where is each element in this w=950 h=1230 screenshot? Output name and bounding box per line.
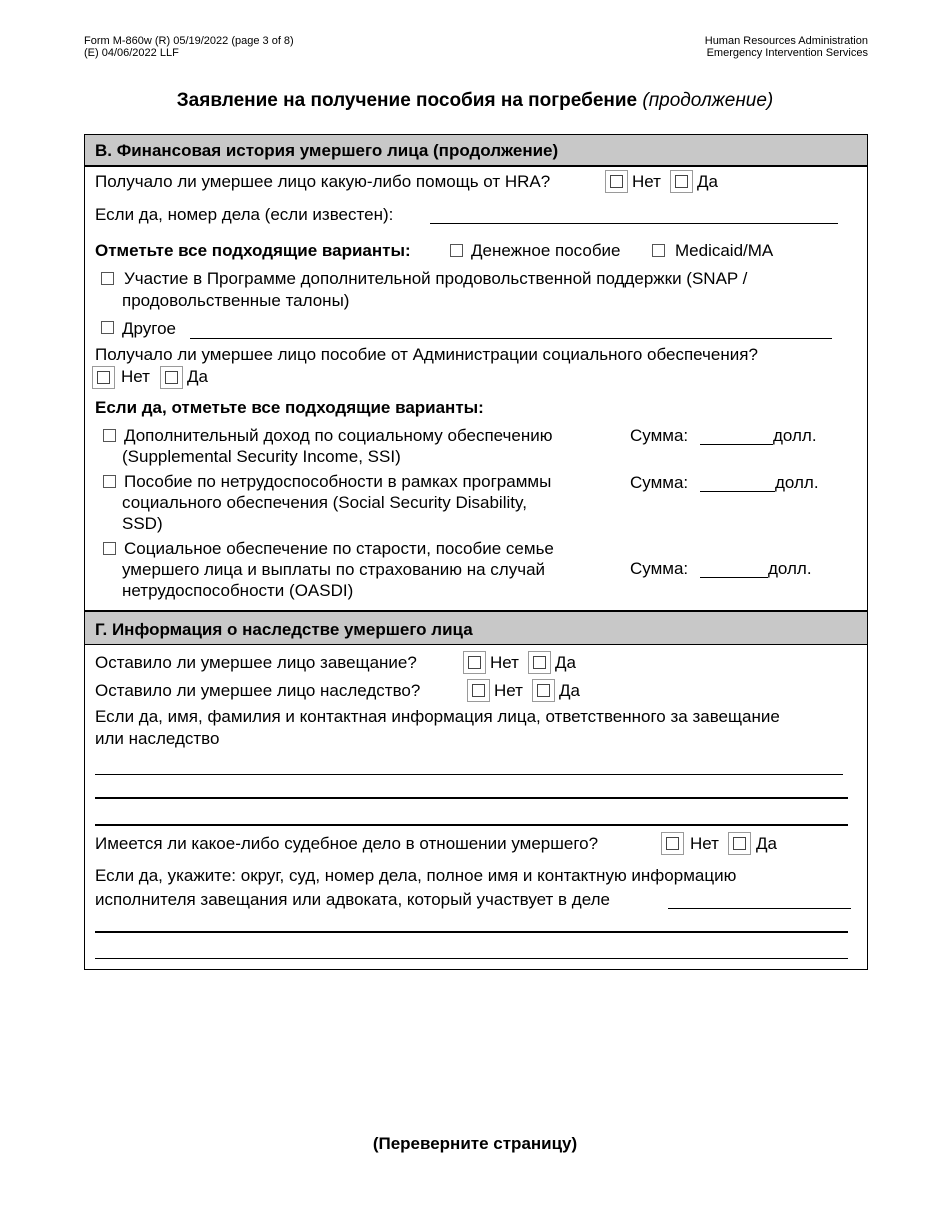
- oasdi-amount-field[interactable]: [700, 577, 768, 578]
- ssd-label-line2: социального обеспечения (Social Security Disability,: [122, 493, 527, 512]
- snap-label-line1: Участие в Программе дополнительной продовольственной поддержки (SNAP /: [124, 269, 748, 288]
- estate-yes-label: Да: [559, 681, 580, 700]
- other-label: Другое: [122, 319, 177, 338]
- page-title-main: Заявление на получение пособия на погребение: [176, 90, 638, 111]
- ssd-checkbox[interactable]: [103, 475, 116, 488]
- oasdi-label-line3: нетрудоспособности (OASDI): [122, 581, 354, 600]
- oasdi-label-line2: умершего лица и выплаты по страхованию на случай: [122, 560, 546, 579]
- ssa-yes-label: Да: [187, 367, 208, 386]
- court-details-field-3[interactable]: [95, 958, 848, 959]
- cash-label: Денежное пособие: [471, 241, 621, 260]
- ssd-amount-field[interactable]: [700, 491, 775, 492]
- executor-contact-field-3[interactable]: [95, 824, 848, 826]
- snap-checkbox[interactable]: [101, 272, 114, 285]
- ssi-dollars: долл.: [773, 426, 817, 445]
- hra-no-checkbox[interactable]: [605, 170, 628, 193]
- other-field[interactable]: [190, 338, 832, 339]
- section-g-heading: Г. Информация о наследстве умершего лица: [85, 610, 867, 645]
- executor-contact-field-1[interactable]: [95, 774, 843, 775]
- hra-yes-label: Да: [697, 172, 718, 191]
- oasdi-checkbox[interactable]: [103, 542, 116, 555]
- ssi-label-line2: (Supplemental Security Income, SSI): [122, 447, 401, 466]
- executor-contact-field-2[interactable]: [95, 797, 848, 799]
- court-details-line2: исполнителя завещания или адвоката, который участвует в деле: [95, 890, 610, 909]
- ssa-yes-checkbox[interactable]: [160, 366, 183, 389]
- other-checkbox[interactable]: [101, 321, 114, 334]
- check-all-label: Отметьте все подходящие варианты:: [95, 241, 411, 260]
- estate-yes-checkbox[interactable]: [532, 679, 555, 702]
- case-number-label: Если да, номер дела (если известен):: [95, 205, 394, 224]
- ssi-checkbox[interactable]: [103, 429, 116, 442]
- cash-checkbox[interactable]: [450, 244, 463, 257]
- agency-name: Human Resources Administration: [704, 35, 868, 47]
- ssd-label-line3: SSD): [122, 514, 163, 533]
- will-yes-checkbox[interactable]: [528, 651, 551, 674]
- medicaid-checkbox[interactable]: [652, 244, 665, 257]
- ssd-label-line1: Пособие по нетрудоспособности в рамках программы: [124, 472, 552, 491]
- estate-question: Оставило ли умершее лицо наследство?: [95, 681, 421, 700]
- ssi-amount-field[interactable]: [700, 444, 773, 445]
- ssa-question: Получало ли умершее лицо пособие от Администрации социального обеспечения?: [95, 345, 758, 364]
- executor-contact-line2: или наследство: [95, 729, 220, 748]
- medicaid-label: Medicaid/MA: [675, 241, 774, 260]
- turn-page-note: (Переверните страницу): [372, 1134, 578, 1153]
- hra-no-label: Нет: [632, 172, 661, 191]
- ssi-label-line1: Дополнительный доход по социальному обеспечению: [124, 426, 553, 445]
- court-yes-checkbox[interactable]: [728, 832, 751, 855]
- estate-no-label: Нет: [494, 681, 523, 700]
- snap-label-line2: продовольственные талоны): [122, 291, 350, 310]
- form-revision: (E) 04/06/2022 LLF: [84, 47, 179, 59]
- page-title-suffix: (продолжение): [642, 90, 774, 111]
- hra-yes-checkbox[interactable]: [670, 170, 693, 193]
- will-no-checkbox[interactable]: [463, 651, 486, 674]
- ssi-amount-label: Сумма:: [630, 426, 689, 445]
- court-no-label: Нет: [690, 834, 719, 853]
- ssa-no-checkbox[interactable]: [92, 366, 115, 389]
- ssd-amount-label: Сумма:: [630, 473, 689, 492]
- will-no-label: Нет: [490, 653, 519, 672]
- will-question: Оставило ли умершее лицо завещание?: [95, 653, 417, 672]
- court-yes-label: Да: [756, 834, 777, 853]
- court-details-field-1[interactable]: [668, 908, 851, 909]
- form-number: Form M-860w (R) 05/19/2022 (page 3 of 8): [84, 35, 294, 47]
- section-v-heading: В. Финансовая история умершего лица (продолжение): [85, 135, 867, 167]
- ssa-check-all-label: Если да, отметьте все подходящие варианты:: [95, 398, 484, 417]
- estate-no-checkbox[interactable]: [467, 679, 490, 702]
- oasdi-label-line1: Социальное обеспечение по старости, пособие семье: [124, 539, 554, 558]
- will-yes-label: Да: [555, 653, 576, 672]
- court-details-field-2[interactable]: [95, 931, 848, 933]
- page-title: [0, 90, 950, 112]
- ssd-dollars: долл.: [775, 473, 819, 492]
- agency-division: Emergency Intervention Services: [706, 47, 868, 59]
- ssa-no-label: Нет: [121, 367, 150, 386]
- executor-contact-line1: Если да, имя, фамилия и контактная информация лица, ответственного за завещание: [95, 707, 780, 726]
- court-question: Имеется ли какое-либо судебное дело в отношении умершего?: [95, 834, 599, 853]
- hra-question: Получало ли умершее лицо какую-либо помощь от HRA?: [95, 172, 551, 191]
- oasdi-amount-label: Сумма:: [630, 559, 689, 578]
- court-no-checkbox[interactable]: [661, 832, 684, 855]
- oasdi-dollars: долл.: [768, 559, 812, 578]
- case-number-field[interactable]: [430, 223, 838, 224]
- court-details-line1: Если да, укажите: округ, суд, номер дела, полное имя и контактную информацию: [95, 866, 737, 885]
